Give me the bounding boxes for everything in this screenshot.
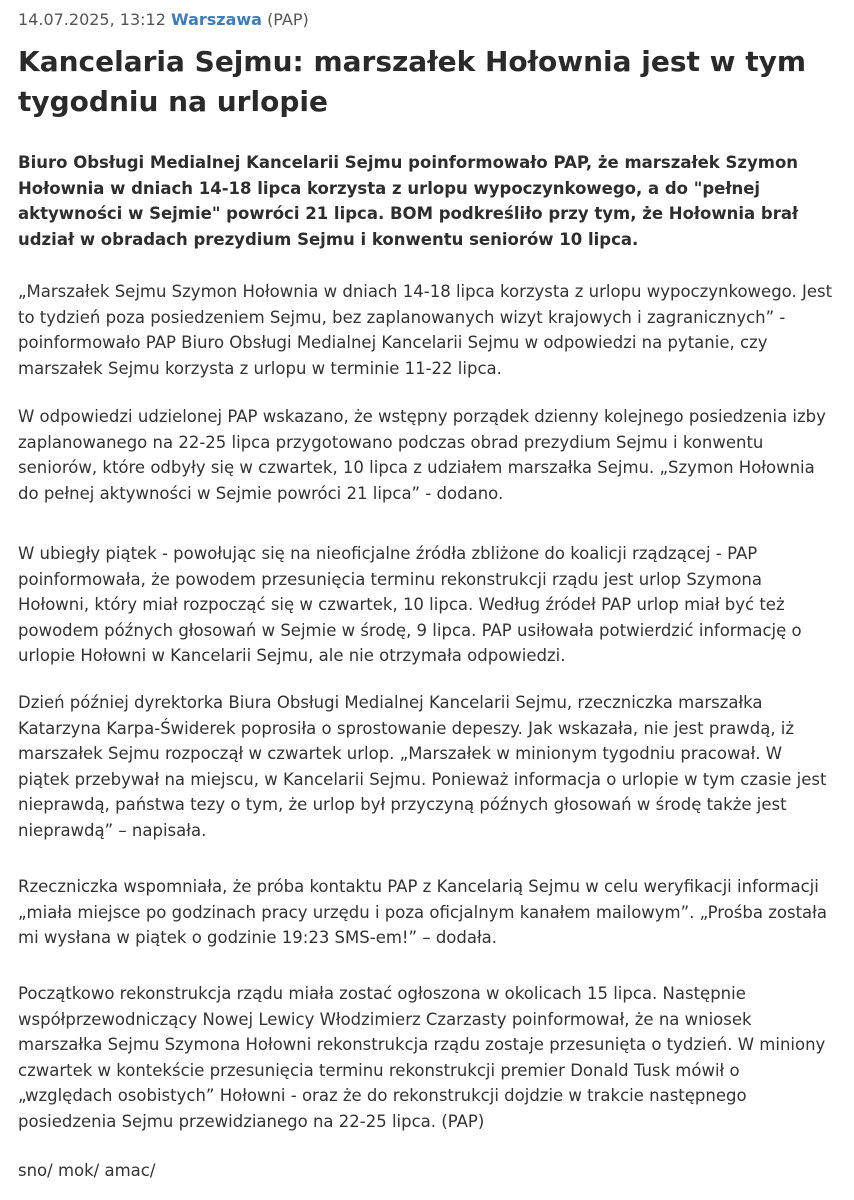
publish-datetime: 14.07.2025, 13:12 (18, 10, 166, 29)
article-meta (18, 8, 309, 32)
paragraph: W odpowiedzi udzielonej PAP wskazano, że wstępny porządek dzienny kolejnego posiedzenia izby zaplanowanego na 22-25 lipca przygotowano podczas obrad prezydium Sejmu i konwentu seniorów, które odbyły się w czwartek, 10 lipca z udziałem marszałka Sejmu. „Szymon Hołownia do pełnej aktywności w Sejmie powróci 21 lipca” - dodano. (18, 407, 826, 503)
paragraph: Rzeczniczka wspomniała, że próba kontaktu PAP z Kancelarią Sejmu w celu weryfikacji informacji „miała miejsce po godzinach pracy urzędu i poza oficjalnym kanałem mailowym”. „Prośba została mi wysłana w piątek o godzinie 19:23 SMS-em!” – dodała. (18, 877, 827, 947)
paragraph: „Marszałek Sejmu Szymon Hołownia w dniach 14-18 lipca korzysta z urlopu wypoczynkowego. Jest to tydzień poza posiedzeniem Sejmu, bez zaplanowanych wizyt krajowych i zagranicznych” - poinformowało PAP Biuro Obsługi Medialnej Kancelarii Sejmu w odpowiedzi na pytanie, czy marszałek Sejmu korzysta z urlopu w terminie 11-22 lipca. (18, 282, 833, 378)
paragraph: Początkowo rekonstrukcja rządu miała zostać ogłoszona w okolicach 15 lipca. Następnie współprzewodniczący Nowej Lewicy Włodzimierz Czarzasty poinformował, że na wniosek marszałka Sejmu Szymona Hołowni rekonstrukcja rządu zostaje przesunięta o tydzień. W miniony czwartek w kontekście przesunięcia terminu rekonstrukcji premier Donald Tusk mówił o „względach osobistych” Hołowni - oraz że do rekonstrukcji dojdzie w trakcie następnego posiedzenia Sejmu przewidzianego na 22-25 lipca. (PAP) (18, 984, 826, 1131)
article-headline: Kancelaria Sejmu: marszałek Hołownia jest w tym tygodniu na urlopie (18, 45, 807, 118)
paragraph: W ubiegły piątek - powołując się na nieoficjalne źródła zbliżone do koalicji rządzącej - PAP poinformowała, że powodem przesunięcia terminu rekonstrukcji rządu jest urlop Szymona Hołowni, który miał rozpocząć się w czwartek, 10 lipca. Według źródeł PAP urlop miał być też powodem późnych głosowań w Sejmie w środę, 9 lipca. PAP usiłowała potwierdzić informację o urlopie Hołowni w Kancelarii Sejmu, ale nie otrzymała odpowiedzi. (18, 544, 802, 665)
author-signature: sno/ mok/ amac/ (18, 1161, 156, 1180)
paragraph: Dzień później dyrektorka Biura Obsługi Medialnej Kancelarii Sejmu, rzeczniczka marszałka Katarzyna Karpa-Świderek poprosiła o sprostowanie depeszy. Jak wskazała, nie jest prawdą, iż marszałek Sejmu rozpoczął w czwartek urlop. „Marszałek w minionym tygodniu pracował. W piątek przebywał na miejscu, w Kancelarii Sejmu. Ponieważ informacja o urlopie w tym czasie jest nieprawdą, państwa tezy o tym, że urlop był przyczyną późnych głosowań w środę także jest nieprawdą” – napisała. (18, 693, 827, 840)
source-label: (PAP) (267, 10, 309, 29)
location-link[interactable]: Warszawa (170, 10, 262, 29)
article-lead: Biuro Obsługi Medialnej Kancelarii Sejmu poinformowało PAP, że marszałek Szymon Hołownia w dniach 14-18 lipca korzysta z urlopu wypoczynkowego, a do "pełnej aktywności w Sejmie" powróci 21 lipca. BOM podkreśliło przy tym, że Hołownia brał udział w obradach prezydium Sejmu i konwentu seniorów 10 lipca. (18, 153, 799, 249)
